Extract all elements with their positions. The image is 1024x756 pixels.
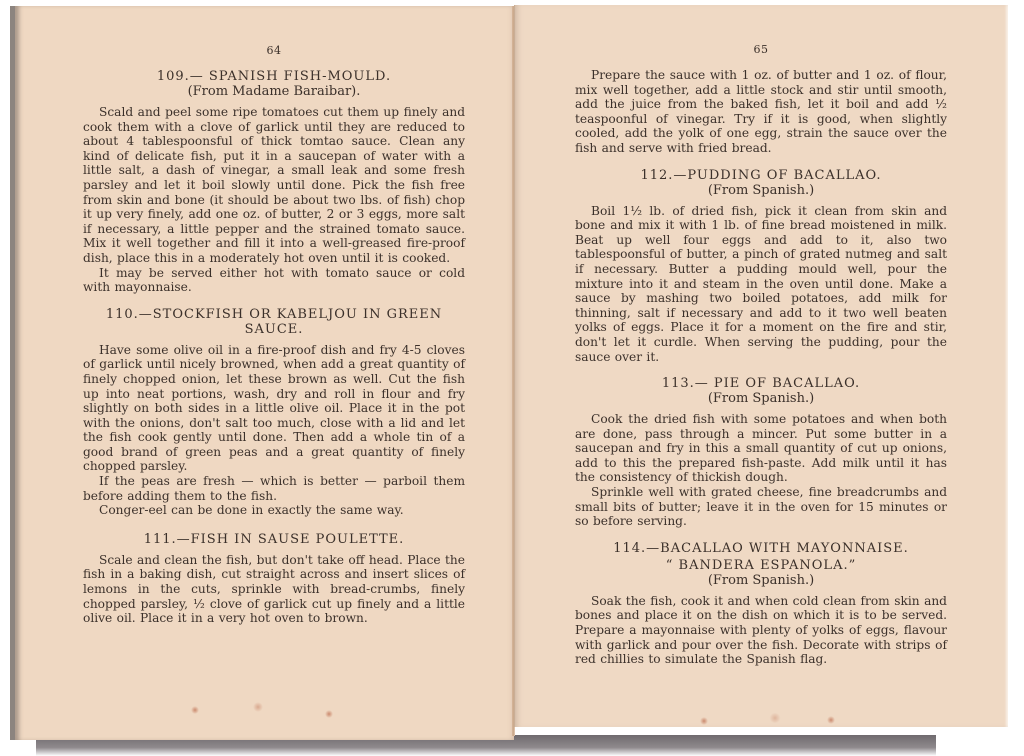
foxing-stain <box>253 702 263 712</box>
recipe-paragraph: Conger-eel can be done in exactly the same way. <box>99 503 404 518</box>
foxing-stain <box>769 713 781 723</box>
recipe-title: 110.—STOCKFISH OR KABELJOU IN GREEN SAUCE. <box>105 306 443 337</box>
recipe-title: 112.—PUDDING OF BACALLAO. <box>640 167 882 183</box>
recipe-paragraph: Scald and peel some ripe tomatoes cut them up finely and cook them with a clove of garlick until they are reduced to about 4 tablespoonsful of thick tomtao sauce. Clean any kind of delicate fish, put it in a saucepan of water with a little salt, a dash of vinegar, a small leak and some fresh parsley and let it boil slowly until done. Pick the fish free from skin and bone (it should be about two lbs. of fish) chop it up very finely, add one oz. of butter, 2 or 3 eggs, more salt if necessary, a little pepper and the strained tomato sauce. Mix it well together and fill it into a well-greased fire-proof dish, place this in a moderately hot oven until it is cooked. <box>83 105 465 265</box>
recipe-paragraph: Soak the fish, cook it and when cold clean from skin and bones and place it on the dish on which it is to be served. Prepare a mayonnaise with plenty of yolks of eggs, flavour with garlick and pour over the fish. Decorate with strips of red chillies to simulate the Spanish flag. <box>575 593 947 667</box>
right-page-content <box>575 43 947 667</box>
page-number: 65 <box>753 43 769 56</box>
recipe-111 <box>83 532 465 626</box>
foxing-stain <box>191 706 199 714</box>
recipe-title: 114.—BACALLAO WITH MAYONNAISE. <box>613 540 909 556</box>
recipe-109 <box>83 69 465 295</box>
recipe-paragraph: Boil 1½ lb. of dried fish, pick it clean from skin and bone and mix it with 1 lb. of fine bread moistened in milk. Beat up well four eggs and add to it, also two tablespoonsful of butter, a pinch of grated nutmeg and salt if necessary. Butter a pudding mould well, pour the mixture into it and steam in the oven until done. Make a sauce by mashing two boiled potatoes, add milk for thinning, salt if necessary and add to it two well beaten yolks of eggs. Place it for a moment on the fire and stir, don't let it curdle. When serving the pudding, pour the sauce over it. <box>575 203 947 364</box>
recipe-source: (From Spanish.) <box>707 182 815 198</box>
recipe-paragraph: Scale and clean the fish, but don't take off head. Place the fish in a baking dish, cut straight across and insert slices of lemons in the cuts, sprinkle with bread-crumbs, finely chopped parsley, ½ clove of garlick cut up finely and a little olive oil. Place it in a very hot oven to brown. <box>83 552 465 626</box>
recipe-114 <box>575 541 947 667</box>
page-number: 64 <box>266 44 282 57</box>
recipe-source: (From Spanish.) <box>707 572 815 588</box>
foxing-stain <box>700 717 708 725</box>
recipe-title-line2: “ BANDERA ESPANOLA.” <box>665 557 857 573</box>
recipe-title: 111.—FISH IN SAUSE POULETTE. <box>143 531 405 547</box>
left-page <box>10 6 514 740</box>
left-page-content <box>83 44 465 626</box>
foxing-stain <box>827 716 835 724</box>
recipe-paragraph: Have some olive oil in a fire-proof dish and fry 4-5 cloves of garlick until nicely browned, when add a great quantity of finely chopped onion, let these brown as well. Cut the fish up into neat portions, wash, dry and roll in flour and fry slightly on both sides in a little olive oil. Place it in the pot with the onions, don't salt too much, close with a lid and let the fish cook gently until done. Then add a whole tin of a good brand of green peas and a great quantity of finely chopped parsley. <box>83 342 465 474</box>
recipe-title: 109.— SPANISH FISH-MOULD. <box>156 69 392 84</box>
recipe-source: (From Spanish.) <box>707 391 815 407</box>
recipe-paragraph: It may be served either hot with tomato sauce or cold with mayonnaise. <box>83 265 465 295</box>
recipe-paragraph: Sprinkle well with grated cheese, fine breadcrumbs and small bits of butter; leave it in the oven for 15 minutes or so before serving. <box>575 485 947 529</box>
recipe-112 <box>575 168 947 365</box>
recipe-paragraph: If the peas are fresh — which is better — parboil them before adding them to the fish. <box>83 474 465 503</box>
recipe-113 <box>575 376 947 529</box>
recipe-110 <box>83 307 465 518</box>
right-page <box>514 5 1008 727</box>
recipe-paragraph: Cook the dried fish with some potatoes and when both are done, pass through a mincer. Put some butter in a saucepan and fry in this a small quantity of cut up onions, add to this the prepared fish-paste. Add milk until it has the consistency of thickish dough. <box>575 412 947 485</box>
continued-paragraph: Prepare the sauce with 1 oz. of butter and 1 oz. of flour, mix well together, add a little stock and stir until smooth, add the juice from the baked fish, let it boil and add ½ teaspoonful of vinegar. Try if it is good, when slightly cooled, add the yolk of one egg, strain the sauce over the fish and serve with fried bread. <box>575 68 947 155</box>
foxing-stain <box>325 710 333 718</box>
recipe-source: (From Madame Baraibar). <box>187 84 361 99</box>
recipe-title: 113.— PIE OF BACALLAO. <box>661 376 861 392</box>
